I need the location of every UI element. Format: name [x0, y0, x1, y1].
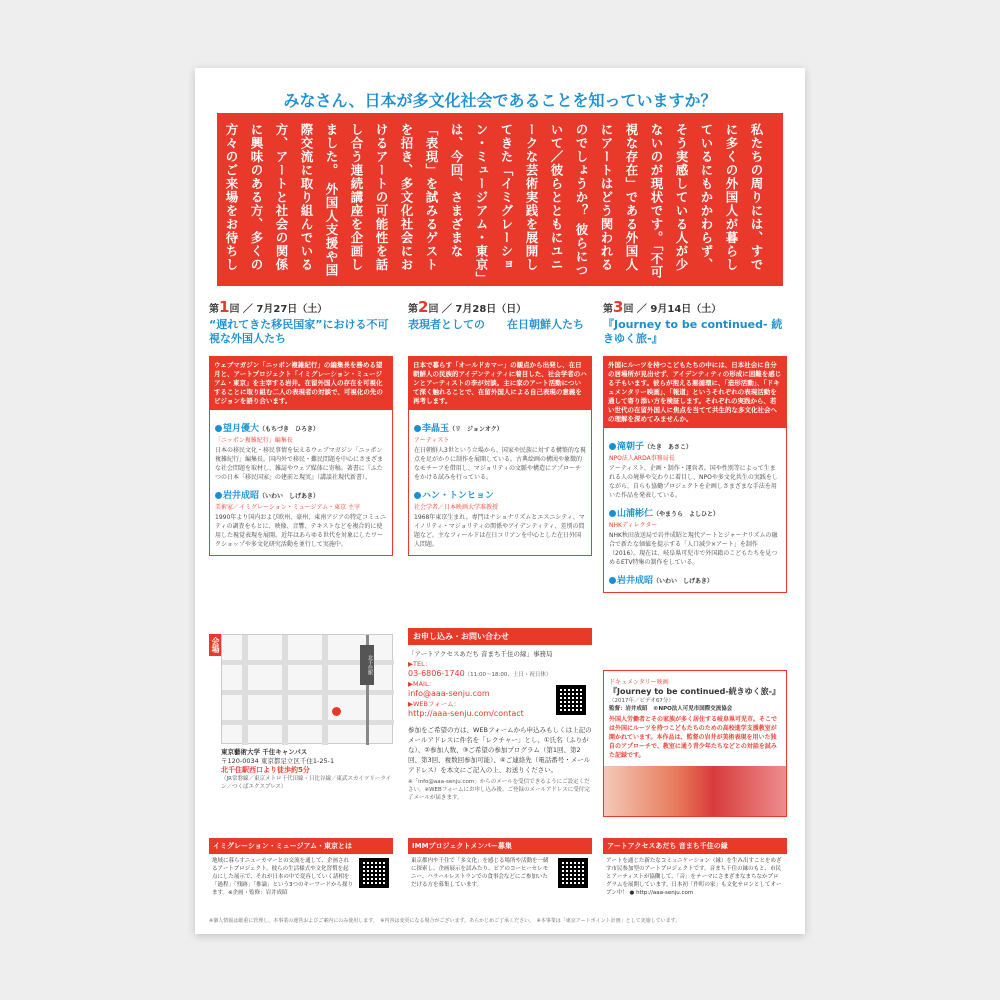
- contact-mail-link[interactable]: info@aaa-senju.com: [408, 689, 490, 698]
- speaker: ハン・トンヒョン 社会学者／日本映画大学准教授 1968年東京生まれ。専門はナショナリズムとエスニシティ、マイノリティ・マジョリティの関係やアイデンティティ、差別の問題など。主なフィールドは在日コリアンを中心とした在日外国人問題。: [414, 491, 585, 548]
- documentary-photo: [604, 766, 786, 816]
- bottom-info-3: アートアクセスあだち 音まち千住の縁 アートを通じた新たなコミュニケーション（縁）を生み出すことをめざす市民参加型のアートプロジェクトです。音まち千住の縁のもと、市民とアーティストが協働して、「音」をテーマにさまざまなまちなかプログラムを展開しています。日本初「作町の家」も文化サロンとしてオープン中！ ● http://aaa-senju.com: [603, 838, 787, 900]
- session-box: [209, 356, 393, 556]
- contact-tel[interactable]: 03-6806-1740: [408, 669, 465, 678]
- session-date: 第3回 ／ 9月14日（土）: [603, 298, 722, 316]
- session-title: 表現者としての 在日朝鮮人たち: [408, 318, 584, 331]
- venue-tag: 会場: [209, 634, 223, 656]
- headline: みなさん、日本が多文化社会であることを知っていますか？: [283, 91, 717, 110]
- contact-org: 「アートアクセスあだち 音まち千住の縁」事務局: [408, 650, 553, 658]
- speaker: 滝朝子（たき あさこ） NPO法人ARDA事務局長 アーティスト、企画・制作・運営者。国や性別等によって生まれる人の境界や交わりに着目し、NPOや多文化共生の実践をしながら、自らも協働プロジェクトを企画しさまざまな手法を用いた作品を発表している。: [609, 442, 778, 499]
- contact-heading: お申し込み・お問い合わせ: [408, 628, 592, 645]
- bullet-icon: [215, 425, 222, 432]
- bullet-icon: [215, 492, 222, 499]
- intro-text: 私たちの周りには、すでに多くの外国人が暮らしているにもかかわらず、そう実感している人が少ないのが現状です。「不可視な存在」である外国人にアートはどう関われるのでしょうか？ 彼らについて／彼らとともにユニークな芸術実践を展開してきた「イミグレーション・ミュージアム・東京」は、今回、さまざまな「表現」を試みるゲストを招き、多文化社会におけるアートの可能性を話し合う連続講座を企画しました。 外国人支援や国際交流に取り組んでいる方、アートと社会の関係に興味のある方、多くの方々のご来場をお待ちしています。: [199, 123, 764, 279]
- footnote: ※個人情報は厳重に管理し、本事業の運営およびご案内にのみ使用します。 ※内容は変更になる場合がございます。あらかじめご了承ください。 ※本事業は「東京アートポイント計画」として実施しています。: [209, 918, 681, 924]
- session-2: [408, 298, 592, 556]
- contact-notes: ※「info@aaa-senju.com」からのメールを受信できるようにご設定ください。※WEBフォームにお申し込み後、ご登録のメールアドレスに受付完了メールが届きます。: [408, 779, 590, 801]
- speaker: 岩井成昭（いわい しげあき）: [609, 573, 781, 586]
- speaker: 望月優大（もちづき ひろき） 「ニッポン複雑紀行」編集長 日本の移民文化・移民事情を伝えるウェブマガジン「ニッポン複雑紀行」編集長。国内外で移民・難民問題を中心にさまざまな社会問題を取材し、雑誌やウェブ媒体に寄稿。著書に『ふたつの日本「移民国家」の建前と現実』（講談社現代新書）。: [215, 424, 384, 481]
- session-3: [603, 298, 787, 593]
- venue-lines: （JR常磐線／東京メトロ千代田線・日比谷線／東武スカイツリーライン／つくばエクスプレス）: [221, 776, 392, 790]
- venue-name: 東京藝術大学 千住キャンパス: [221, 748, 308, 756]
- contact-howto: 参加をご希望の方は、WEBフォームから申込みもしくは上記のメールアドレスに件名を「レクチャー」とし、①氏名（ふりがな）、②参加人数、③ご希望の参加プログラム（第1回、第2回、第3回、複数回参加可能）、④ご連絡先（電話番号・メールアドレス）を本文にご記入の上、お送りください。: [408, 726, 592, 774]
- bullet-icon: [609, 510, 616, 517]
- qr-code-icon[interactable]: [556, 685, 586, 715]
- session-date: 第1回 ／ 7月27日（土）: [209, 298, 328, 316]
- venue: [209, 634, 393, 791]
- intro-panel: [199, 113, 783, 286]
- station-label: 北千住駅: [360, 645, 374, 685]
- bullet-icon: [414, 492, 421, 499]
- bullet-icon: [414, 425, 421, 432]
- session-1: [209, 298, 393, 556]
- bullet-icon: [609, 577, 616, 584]
- documentary-box: ドキュメンタリー映画 『Journey to be continued-続きゆく旅-』 （2017年／ビデオ67分） 監督：岩井成昭 ©NPO法人可児市国際交流協会 外国人労働者とその家族が多く居住する岐阜県可児市。そこでは外国にルーツを持つこどもたちのための高校進学支援教室が開かれています。本作品は、監督の岩井が美術表現を用いた独自のアプローチで、教室に通う青少年たちなどとの対話を試みた記録です。: [603, 670, 787, 817]
- qr-code-icon[interactable]: [359, 858, 389, 888]
- speaker: 岩井成昭（いわい しげあき） 美術家／イミグレーション・ミュージアム・東京 主宰 1990年より国内および欧州、豪州、東南アジアの特定コミュニティの調査をもとに、映像、音響、テキストなどを複合的に使用した視覚表現を展開。近年はあらゆる世代を対象にしたワークショップや多文化研究活動を並行して実施中。: [215, 491, 386, 548]
- session-summary: ウェブマガジン「ニッポン複雑紀行」の編集長を務める望月と、アートプロジェクト「イミグレーション・ミュージアム・東京」を主宰する岩井。在留外国人の存在を可視化することに取り組む二人の表現者の対談で、可視化の先のビジョンを語り合います。: [210, 357, 392, 410]
- session-summary: 外国にルーツを持つこどもたちの中には、日本社会に自分の居場所が見出せず、アイデンティティの形成に困難を感じる子もいます。彼らが抱える悪循環に、「造形活動」、「ドキュメンタリー映画」、「報道」というそれぞれの表現活動を通して寄り添い方を検証します。それぞれの実践から、若い世代の在留外国人に焦点を当てて共生的な多文化社会への理解を深めてみませんか。: [604, 357, 786, 428]
- venue-address: 〒120-0034 東京都足立区千住1-25-1: [221, 757, 335, 765]
- bullet-icon: [609, 443, 616, 450]
- flyer-page: [195, 68, 805, 934]
- bottom-info-2: IMMプロジェクトメンバー募集 東京都内や千住で「多文化」を感じる場所や活動を一緒に探索し、企画展示を試みたり、ピアのコーヒーセレモニー、ハラールレストランでの食事会などにご参加いただける方を募集しています。: [408, 838, 592, 892]
- qr-code-icon[interactable]: [558, 858, 588, 888]
- session-box: [603, 356, 787, 593]
- bottom-info-1: イミグレーション・ミュージアム・東京とは 地域に暮らすニューカマーとの交流を通して、企画されるアートプロジェクト。彼らの生活様式や文化習慣を起点にした展示で、それが日本の中で変容していく諸相を「過程」「残跡」「推論」という3つのキーワードから探ります。※企画・監修：岩井成昭: [209, 838, 393, 900]
- map-pin-icon: [332, 707, 341, 716]
- session-box: [408, 356, 592, 556]
- speaker: 李晶玉（リ ジョンオク） アーティスト 在日朝鮮人3世という立場から、国家や民族に対する構築的な視点を足がかりに制作を展開している。古典絵画の構図や象徴的なモチーフを借用し、マジョリティの文脈や構造にアプローチをかける試みを行っている。: [414, 424, 586, 481]
- session-summary: 日本で暮らす「オールドカマー」の観点から出発し、在日朝鮮人の民族的アイデンティティに着目した、社会学者のハンとアーティストの李が対談。主に家のアート活動について深く触れることで、在留外国人による自己表現の意義を再考します。: [409, 357, 591, 410]
- venue-map: [221, 634, 393, 744]
- session-date: 第2回 ／ 7月28日（日）: [408, 298, 527, 316]
- speaker: 山浦彬仁（やまうら よしひと） NHKディレクター NHK秋田放送局で岩井成昭と現代アートとジャーナリズムの融合で新たな価値を提示する「人口減少×アート」を制作（2016）。現在は、岐阜県可児市で外国籍のこどもたちを見つめるETV特集の制作をしている。: [609, 509, 778, 566]
- session-title: 『Journey to be continued- 続きゆく旅-』: [603, 318, 783, 345]
- venue-access: 北千住駅西口より徒歩約5分: [221, 766, 310, 774]
- contact: お申し込み・お問い合わせ 「アートアクセスあだち 音まち千住の縁」事務局 ▶TEL： 03-6806-1740（11:00〜18:00、土日・祝日休） ▶MAIL： info@aaa-senju.com ▶WEBフォーム： http://aaa-senju.com/contact 参加をご希望の方は、WEBフォームから申込みもしくは上記のメールアドレスに件名を「レクチャー」とし、①氏名（ふりがな）、②参加人数、③ご希望の参加プログラム（第1回、第2回、第3回、複数回参加可能）、④ご連絡先（電話番号・メールアドレス）を本文にご記入の上、お送りください。 ※「info@aaa-senju.com」からのメールを受信できるようにご設定ください。※WEBフォームにお申し込み後、ご登録のメールアドレスに受付完了メールが届きます。: [408, 628, 592, 806]
- session-title: “遅れてきた移民国家”における不可視な外国人たち: [209, 318, 389, 345]
- contact-web-link[interactable]: http://aaa-senju.com/contact: [408, 709, 524, 718]
